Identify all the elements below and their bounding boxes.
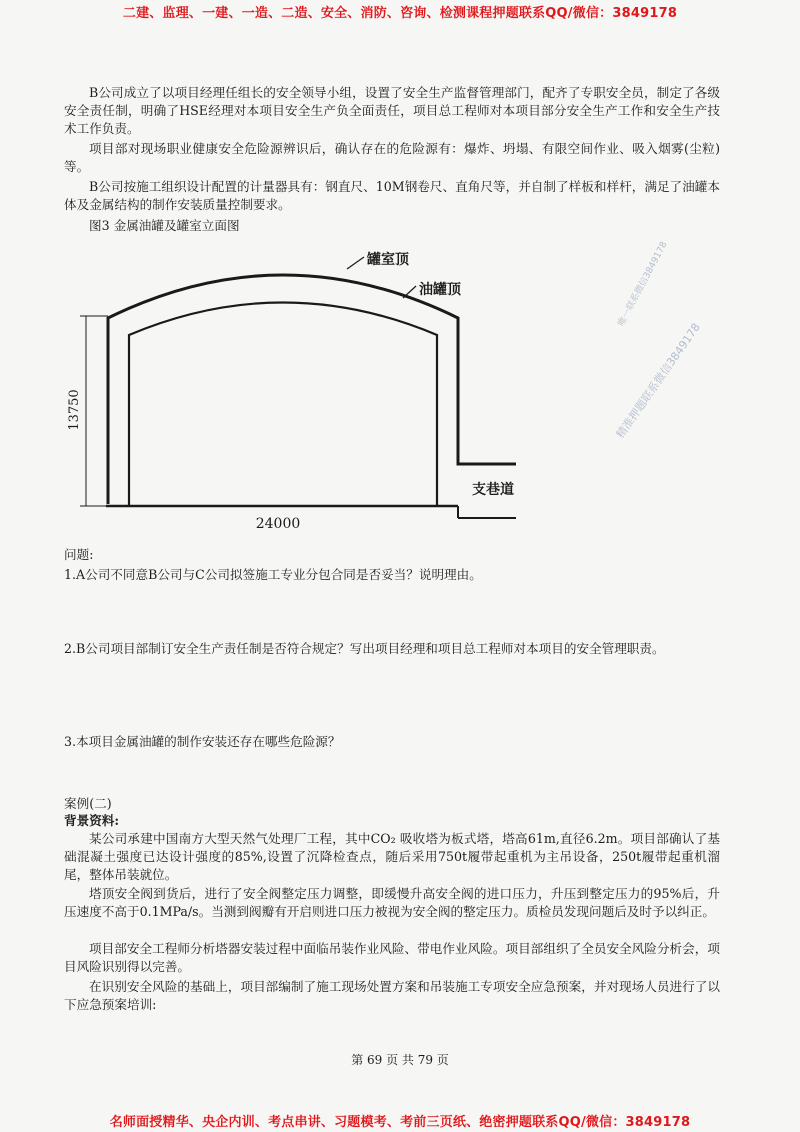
bottom-banner: 名师面授精华、央企内训、考点串讲、习题模考、考前三页纸、绝密押题联系QQ/微信：3849178 xyxy=(109,1115,691,1130)
case2-paragraph-2: 塔顶安全阀到货后，进行了安全阀整定压力调整，即缓慢升高安全阀的进口压力，升压到整定压力的95%后，升压速度不高于0.1MPa/s。当测到阀瓣有开启则进口压力被视为安全阀的整定压力。质检员发现问题后及时予以纠正。 xyxy=(64,886,720,919)
room-wall-outline xyxy=(108,275,516,504)
label-branch-tunnel: 支巷道 xyxy=(472,482,514,498)
top-banner: 二建、监理、一建、一造、二造、安全、消防、咨询、检测课程押题联系QQ/微信：3849178 xyxy=(122,6,678,21)
width-dimension: 24000 xyxy=(255,516,301,528)
background-label: 背景资料: xyxy=(64,813,120,828)
question-3: 3.本项目金属油罐的制作安装还存在哪些危险源？ xyxy=(64,734,341,749)
tank-outline xyxy=(129,303,437,507)
question-1: 1.A公司不同意B公司与C公司拟签施工专业分包合同是否妥当？说明理由。 xyxy=(64,567,482,582)
label-room-top: 罐室顶 xyxy=(367,252,409,268)
case2-paragraph-1: 某公司承建中国南方大型天然气处理厂工程，其中CO₂ 吸收塔为板式塔，塔高61m,直径6.2m。项目部确认了基础混凝土强度已达设计强度的85%,设置了沉降检查点，随后采用750t履带起重机为主吊设备，250t履带起重机溜尾，整体吊装就位。 xyxy=(64,831,720,882)
case2-paragraph-3: 项目部安全工程师分析塔器安装过程中面临吊装作业风险、带电作业风险。项目部组织了全员安全风险分析会，项目风险识别得以完善。 xyxy=(64,941,720,974)
height-dimension: 13750 xyxy=(67,389,82,431)
case2-title: 案例(二) xyxy=(64,796,112,811)
case2-paragraph-4: 在识别安全风险的基础上，项目部编制了施工现场处置方案和吊装施工专项安全应急预案，并对现场人员进行了以下应急预案培训: xyxy=(64,979,720,1012)
case1-paragraph-2: 项目部对现场职业健康安全危险源辨识后，确认存在的危险源有：爆炸、坍塌、有限空间作业、吸入烟雾(尘粒)等。 xyxy=(64,141,720,174)
label-tank-top: 油罐顶 xyxy=(419,282,461,298)
case1-paragraph-3: B公司按施工组织设计配置的计量器具有：钢直尺、10M钢卷尺、直角尺等，并自制了样板和样杆，满足了油罐本体及金属结构的制作安装质量控制要求。 xyxy=(64,179,720,212)
figure-caption: 图3 金属油罐及罐室立面图 xyxy=(89,218,240,233)
case1-paragraph-1: B公司成立了以项目经理任组长的安全领导小组，设置了安全生产监督管理部门，配齐了专职安全员，制定了各级安全责任制，明确了HSE经理对本项目安全生产负全面责任，项目总工程师对本项目部分安全生产工作和安全生产技术工作负责。 xyxy=(64,85,720,136)
watermark-2: 精准押题联系微信3849178 xyxy=(613,320,703,441)
question-2: 2.B公司项目部制订安全生产责任制是否符合规定？写出项目经理和项目总工程师对本项目的安全管理职责。 xyxy=(64,641,665,656)
watermark-1: 唯一联系微信3849178 xyxy=(616,240,670,329)
page-number: 第 69 页 共 79 页 xyxy=(351,1053,449,1067)
questions-heading: 问题: xyxy=(64,547,94,562)
room-top-leader xyxy=(347,257,364,269)
tank-elevation-diagram xyxy=(58,238,578,528)
